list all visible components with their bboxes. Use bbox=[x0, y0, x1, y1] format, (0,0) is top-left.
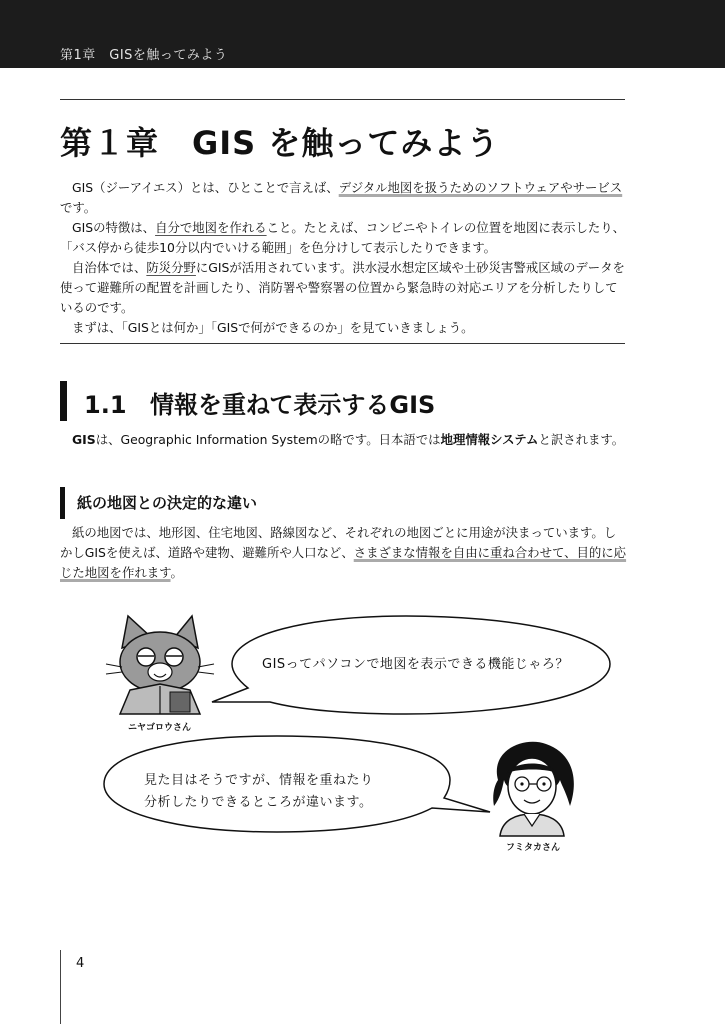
subsection-p1-text: 紙の地図では、地形図、住宅地図、路線図など、それぞれの地図ごとに用途が決まっています。しかしGISを使えば、道路や建物、避難所や人口など、 bbox=[60, 525, 617, 560]
intro-p1-text: GIS（ジーアイエス）とは、ひとことで言えば、 bbox=[72, 180, 339, 195]
intro-p3-underline: 防災分野 bbox=[146, 260, 196, 275]
cat-speech-text: GISってパソコンで地図を表示できる機能じゃろ？ bbox=[262, 657, 569, 672]
section-number: 1.1 bbox=[84, 391, 127, 419]
subsection-p1-end: 。 bbox=[170, 565, 183, 580]
intro-p2-text: GISの特徴は、 bbox=[72, 220, 156, 235]
person-speech-line-2: 分析したりできるところが違います。 bbox=[144, 795, 373, 810]
intro-p3-text: 自治体では、 bbox=[72, 260, 147, 275]
intro-p1-end: です。 bbox=[60, 200, 97, 215]
section-marker-bar bbox=[60, 381, 67, 421]
intro-p2-underline: 自分で地図を作れる bbox=[155, 220, 267, 235]
person-name-label: フミタカさん bbox=[506, 843, 561, 853]
intro-paragraph-2 bbox=[60, 218, 628, 258]
cat-character-icon bbox=[108, 612, 213, 717]
intro-p2-end: こと。たとえば、コンビニやトイレの位置を地図に表示したり、「バス停から徒歩10分以内でいける範囲」を色分けして表示したりできます。 bbox=[60, 220, 626, 255]
intro-paragraph-3 bbox=[60, 258, 628, 318]
intro-paragraph-1 bbox=[60, 178, 628, 218]
section-title bbox=[84, 385, 435, 420]
page-margin-line bbox=[60, 950, 61, 1024]
section-p1-end: と訳されます。 bbox=[538, 432, 625, 447]
running-head: 第1章 GISを触ってみよう bbox=[60, 48, 228, 63]
intro-p3-end: にGISが活用されています。洪水浸水想定区域や土砂災害警戒区域のデータを使って避難所の配置を計画したり、消防署や警察署の位置から緊急時の対応エリアを分析したりしているのです。 bbox=[60, 260, 625, 315]
subsection-title: 紙の地図との決定的な違い bbox=[77, 494, 258, 512]
chapter-title: 第１章 GIS を触ってみよう bbox=[60, 124, 500, 162]
section-title-text: 情報を重ねて表示するGIS bbox=[150, 391, 436, 419]
subsection-marker-bar bbox=[60, 487, 65, 519]
section-term-japanese: 地理情報システム bbox=[440, 432, 539, 447]
intro-p1-highlight: デジタル地図を扱うためのソフトウェアやサービス bbox=[338, 180, 623, 195]
cat-name-label: ニヤゴロウさん bbox=[128, 723, 192, 733]
person-character-icon bbox=[484, 740, 580, 836]
intro-paragraph-4 bbox=[60, 318, 628, 338]
section-paragraph bbox=[60, 430, 628, 450]
subsection-paragraph bbox=[60, 523, 628, 583]
subsection-p1-highlight: さまざまな情報を自由に重ね合わせて、目的に応じた地図を作れます bbox=[60, 545, 627, 580]
intro-p4-text: まずは、「GISとは何か」「GISで何ができるのか」を見ていきましょう。 bbox=[72, 320, 474, 335]
page-header-bar bbox=[0, 0, 725, 68]
person-speech-line-1: 見た目はそうですが、情報を重ねたり bbox=[144, 773, 374, 788]
chapter-top-rule bbox=[60, 99, 625, 100]
section-term-gis: GIS bbox=[72, 432, 96, 447]
intro-bottom-rule bbox=[60, 343, 625, 344]
page-number: 4 bbox=[76, 956, 85, 971]
section-p1-text: は、Geographic Information Systemの略です。日本語では bbox=[95, 432, 441, 447]
